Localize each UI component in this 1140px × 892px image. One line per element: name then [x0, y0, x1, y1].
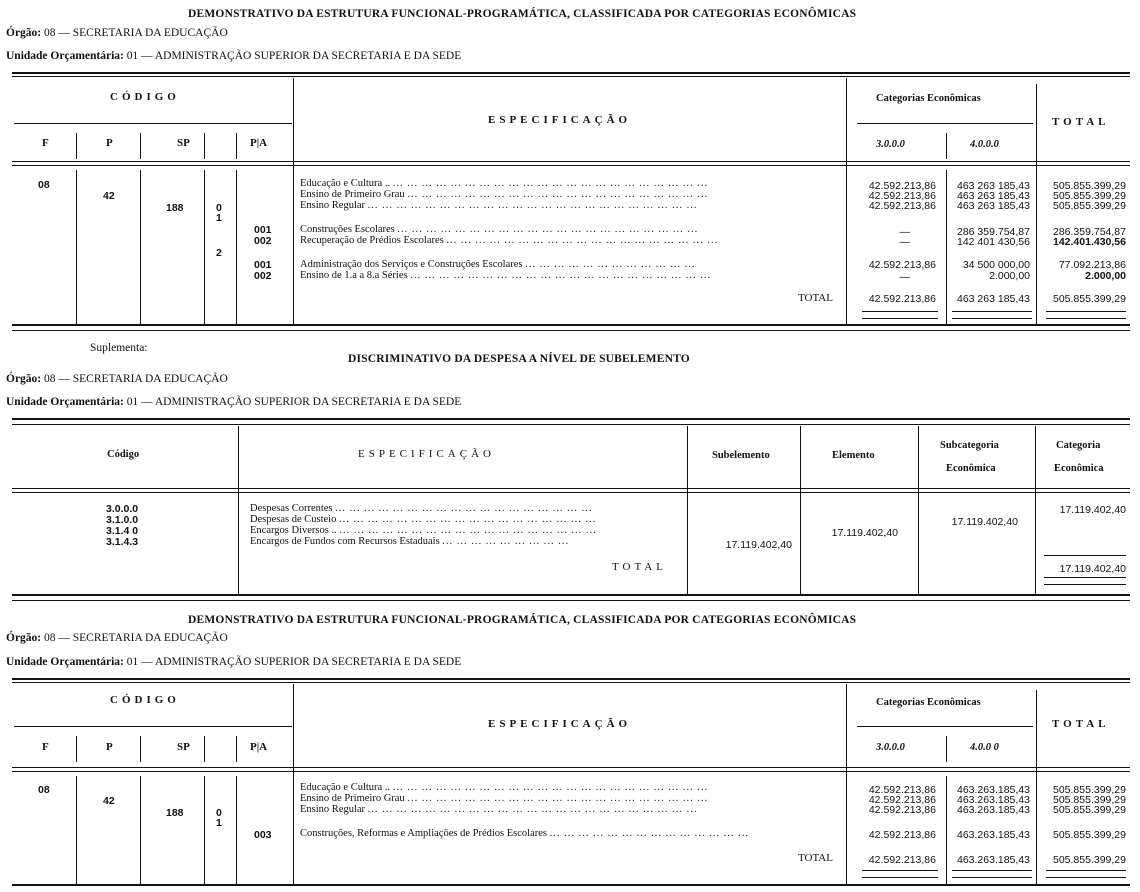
section3-c4-value: 463.263.185,43 [957, 794, 1030, 806]
section1-row-desc: Educação e Cultura .. ... ... ... ... ... ... ... ... ... ... ... ... ... ... ... ... ... ... ... ... ... ... [300, 178, 709, 189]
section2-col-subcategoria-2: Econômica [946, 463, 996, 474]
section2-code: 3.1.4 0 [106, 525, 139, 537]
section1-col-codigo: CÓDIGO [110, 91, 180, 103]
section1-row-desc: Ensino Regular ... ... ... ... ... ... ... ... ... ... ... ... ... ... ... ... ... ... ... ... ... ... ... [300, 200, 698, 211]
section3-grand-total: 505.855.399,29 [1053, 854, 1126, 866]
section3-f-value: 08 [38, 784, 50, 796]
section2-code: 3.0.0.0 [106, 503, 139, 515]
section1-col-4000: 4.0.0.0 [970, 139, 999, 150]
section1-total-value: 142.401.430,56 [1053, 236, 1126, 248]
section3-orgao: Órgão: 08 — SECRETARIA DA EDUCAÇÃO [6, 632, 228, 644]
section1-pa-num: 1 [216, 212, 222, 224]
section1-col-f: F [42, 137, 49, 149]
section3-c3-value: 42.592.213,86 [868, 829, 936, 841]
section3-col-3000: 3.0.0.0 [876, 742, 905, 753]
section1-total-value: 2.000,00 [1085, 270, 1126, 282]
section2-col-subelemento: Subelemento [712, 450, 770, 461]
section1-row-desc: Construções Escolares ... ... ... ... ... ... ... ... ... ... ... ... ... ... ... ... ... ... ... ... ... [300, 224, 699, 235]
section2-orgao: Órgão: 08 — SECRETARIA DA EDUCAÇÃO [6, 373, 228, 385]
section1-c4-value: 463 263 185,43 [957, 200, 1030, 212]
section1-c3-value: 42.592.213,86 [868, 180, 936, 192]
section2-row-desc: Despesas de Custeio ... ... ... ... ... ... ... ... ... ... ... ... ... ... ... ... ... ... [250, 514, 597, 525]
section3-col-espec: ESPECIFICAÇÃO [488, 718, 632, 730]
section1-grand-c3: 42.592.213,86 [868, 293, 936, 305]
section1-col-total: TOTAL [1052, 116, 1110, 128]
section1-total-value: 505.855.399,29 [1053, 200, 1126, 212]
section2-code: 3.1.4.3 [106, 536, 139, 548]
section3-title: DEMONSTRATIVO DA ESTRUTURA FUNCIONAL-PROGRAMÁTICA, CLASSIFICADA POR CATEGORIAS ECONÔMICAS [188, 614, 857, 626]
section2-code: 3.1.0.0 [106, 514, 139, 526]
section1-row-desc: Administração dos Serviços e Construções Escolares ... ... ... ... ... ... ... ... ... ... ... ... [300, 259, 696, 270]
section3-total-label: TOTAL [798, 852, 833, 864]
section2-col-categoria: Categoria [1056, 440, 1101, 451]
section3-total-value: 505.855.399,29 [1053, 829, 1126, 841]
section3-c4-value: 463.263.185,43 [957, 784, 1030, 796]
section1-c3-value: 42.592.213,86 [868, 259, 936, 271]
section3-col-categorias: Categorias Econômicas [876, 697, 981, 708]
section1-c4-value: 142 401 430,56 [957, 236, 1030, 248]
section1-c3-value: — [899, 226, 910, 238]
section2-col-categoria-2: Econômica [1054, 463, 1104, 474]
section1-total-label: TOTAL [798, 292, 833, 304]
section3-col-sp: SP [177, 741, 190, 753]
section3-row-desc: Construções, Reformas e Ampliações de Prédios Escolares ... ... ... ... ... ... ... ... ... ... ... ... ... ... [300, 828, 749, 839]
section2-total-label: TOTAL [612, 561, 667, 573]
section1-total-value: 505.855.399,29 [1053, 190, 1126, 202]
section2-col-elemento: Elemento [832, 450, 875, 461]
section3-total-value: 505.855.399,29 [1053, 794, 1126, 806]
section3-pa-num: 1 [216, 817, 222, 829]
section3-total-value: 505.855.399,29 [1053, 784, 1126, 796]
section3-total-value: 505.855.399,29 [1053, 804, 1126, 816]
section1-c3-value: — [899, 271, 910, 283]
section3-c4-value: 463.263.185,43 [957, 829, 1030, 841]
section2-row-desc: Despesas Correntes ... ... ... ... ... ... ... ... ... ... ... ... ... ... ... ... ... ... [250, 503, 593, 514]
section1-c4-value: 463 263 185,43 [957, 180, 1030, 192]
section3-unidade: Unidade Orçamentária: 01 — ADMINISTRAÇÃO SUPERIOR DA SECRETARIA E DA SEDE [6, 656, 462, 668]
section2-subelemento-value: 17.119.402,40 [725, 539, 792, 551]
section1-p-value: 42 [103, 190, 115, 202]
section3-col-pa: P|A [250, 741, 268, 753]
section1-title: DEMONSTRATIVO DA ESTRUTURA FUNCIONAL-PROGRAMÁTICA, CLASSIFICADA POR CATEGORIAS ECONÔMICAS [188, 8, 857, 20]
section3-pa-code: 003 [254, 829, 272, 841]
section1-grand-c4: 463 263 185,43 [957, 293, 1030, 305]
section1-f-value: 08 [38, 179, 50, 191]
section2-suplementa: Suplementa: [90, 342, 148, 354]
section1-c4-value: 34 500 000,00 [962, 259, 1030, 271]
section3-row-desc: Ensino Regular ... ... ... ... ... ... ... ... ... ... ... ... ... ... ... ... ... ... ... ... ... ... ... [300, 804, 698, 815]
section1-col-sp: SP [177, 137, 190, 149]
section3-c3-value: 42.592.213,86 [868, 804, 936, 816]
section1-col-categorias: Categorias Econômicas [876, 93, 981, 104]
section3-c3-value: 42.592.213,86 [868, 794, 936, 806]
section1-row-desc: Recuperação de Prédios Escolares ... ... ... ... ... ... ... ... ... ... ... ... ... ... ... ... ... ... ... [300, 235, 719, 246]
section2-title: DISCRIMINATIVO DA DESPESA A NÍVEL DE SUBELEMENTO [348, 353, 690, 365]
section1-pa-num: 2 [216, 247, 222, 259]
section3-col-f: F [42, 741, 49, 753]
section3-pa-num: 0 [216, 807, 222, 819]
section1-sp-value: 188 [166, 202, 184, 214]
section1-c4-value: 286 359.754,87 [957, 226, 1030, 238]
section3-sp-value: 188 [166, 807, 184, 819]
section1-grand-total: 505.855.399,29 [1053, 293, 1126, 305]
section3-row-desc: Educação e Cultura .. ... ... ... ... ... ... ... ... ... ... ... ... ... ... ... ... ... ... ... ... ... ... [300, 782, 709, 793]
section1-total-value: 505.855.399,29 [1053, 180, 1126, 192]
section1-col-p: P [106, 137, 113, 149]
section2-elemento-value: 17.119.402,40 [831, 527, 898, 539]
section1-total-value: 77.092.213,86 [1058, 259, 1126, 271]
section3-col-codigo: CÓDIGO [110, 694, 180, 706]
section2-total-value: 17.119.402,40 [1059, 563, 1126, 575]
section2-subcategoria-value: 17.119.402,40 [951, 516, 1018, 528]
section2-row-desc: Encargos Diversos .. ... ... ... ... ... ... ... ... ... ... ... ... ... ... ... ... ... ... [250, 525, 597, 536]
section1-total-value: 286.359.754,87 [1053, 226, 1126, 238]
section1-unidade: Unidade Orçamentária: 01 — ADMINISTRAÇÃO SUPERIOR DA SECRETARIA E DA SEDE [6, 50, 462, 62]
section1-pa-code: 001 [254, 259, 272, 271]
section1-pa-num: 0 [216, 202, 222, 214]
section2-row-desc: Encargos de Fundos com Recursos Estaduais ... ... ... ... ... ... ... ... ... [250, 536, 570, 547]
section2-col-codigo: Código [107, 449, 140, 460]
section3-p-value: 42 [103, 795, 115, 807]
section1-row-desc: Ensino de 1.a a 8.a Séries ... ... ... ... ... ... ... ... ... ... ... ... ... ... ... ... ... ... ... ... ... [300, 270, 712, 281]
section1-col-pa: P|A [250, 137, 268, 149]
section2-col-subcategoria: Subcategoria [940, 440, 999, 451]
section1-pa-code: 002 [254, 270, 272, 282]
section1-c4-value: 463 263 185,43 [957, 190, 1030, 202]
section3-c4-value: 463.263.185,43 [957, 804, 1030, 816]
section1-orgao: Órgão: 08 — SECRETARIA DA EDUCAÇÃO [6, 27, 228, 39]
section1-c3-value: 42.592.213,86 [868, 200, 936, 212]
section3-grand-c3: 42.592.213,86 [868, 854, 936, 866]
section1-c3-value: — [899, 236, 910, 248]
section1-c4-value: 2.000,00 [989, 270, 1030, 282]
section3-col-total: TOTAL [1052, 718, 1110, 730]
section3-c3-value: 42.592.213,86 [868, 784, 936, 796]
section1-c3-value: 42.592.213,86 [868, 190, 936, 202]
section1-col-3000: 3.0.0.0 [876, 139, 905, 150]
section3-grand-c4: 463.263.185,43 [957, 854, 1030, 866]
section2-unidade: Unidade Orçamentária: 01 — ADMINISTRAÇÃO SUPERIOR DA SECRETARIA E DA SEDE [6, 396, 462, 408]
section2-categoria-value: 17.119.402,40 [1059, 504, 1126, 516]
section3-col-4000: 4.0.0 0 [970, 742, 999, 753]
section1-row-desc: Ensino de Primeiro Grau ... ... ... ... ... ... ... ... ... ... ... ... ... ... ... ... ... ... ... ... ... [300, 189, 709, 200]
section3-row-desc: Ensino de Primeiro Grau ... ... ... ... ... ... ... ... ... ... ... ... ... ... ... ... ... ... ... ... ... [300, 793, 709, 804]
section2-col-espec: ESPECIFICAÇÃO [358, 448, 495, 460]
section1-pa-code: 002 [254, 235, 272, 247]
section1-pa-code: 001 [254, 224, 272, 236]
section1-col-espec: ESPECIFICAÇÃO [488, 114, 632, 126]
section3-col-p: P [106, 741, 113, 753]
